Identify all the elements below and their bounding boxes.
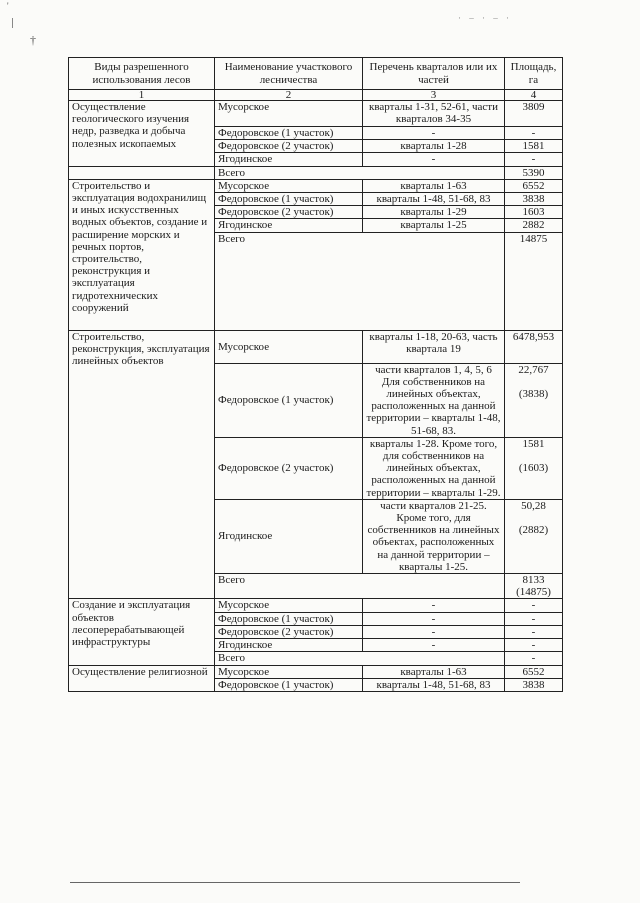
forestry-cell: Федоровское (2 участок) xyxy=(215,140,363,153)
column-number: 1 xyxy=(69,90,215,101)
area-value-total: (2882) xyxy=(518,524,549,537)
quarters-cell: кварталы 1-63 xyxy=(363,665,505,678)
scan-bottom-edge xyxy=(70,882,520,883)
forestry-cell: Ягодинское xyxy=(215,219,363,232)
forestry-cell: Федоровское (1 участок) xyxy=(215,193,363,206)
table-row xyxy=(69,179,563,192)
quarters-cell: - xyxy=(363,153,505,166)
header-cell: Наименование участкового лесничества xyxy=(215,58,363,90)
quarters-cell: - xyxy=(363,612,505,625)
area-cell: 3809 xyxy=(505,101,563,127)
forestry-cell: Федоровское (2 участок) xyxy=(215,625,363,638)
empty-cell xyxy=(69,166,215,179)
column-number: 2 xyxy=(215,90,363,101)
quarters-cell: кварталы 1-48, 51-68, 83 xyxy=(363,678,505,691)
quarters-cell: кварталы 1-25 xyxy=(363,219,505,232)
column-number: 4 xyxy=(505,90,563,101)
total-label: Всего xyxy=(215,652,505,665)
scan-corner-symbol: † xyxy=(30,33,36,47)
total-row xyxy=(69,166,563,179)
area-value-total: (3838) xyxy=(518,387,549,400)
forestry-cell: Федоровское (1 участок) xyxy=(215,127,363,140)
total-label: Всего xyxy=(215,166,505,179)
area-cell: - xyxy=(505,127,563,140)
total-value: 5390 xyxy=(505,166,563,179)
table-row xyxy=(69,599,563,612)
quarters-cell: части кварталов 21-25. Кроме того, для собственников на линейных объектах, расположенных на данной территории – кварталы 1-25. xyxy=(363,499,505,573)
table-row xyxy=(69,101,563,127)
quarters-cell: кварталы 1-28 xyxy=(363,140,505,153)
area-cell xyxy=(505,437,563,499)
table-row xyxy=(69,665,563,678)
forestry-cell: Федоровское (2 участок) xyxy=(215,206,363,219)
forestry-cell: Ягодинское xyxy=(215,153,363,166)
total-label: Всего xyxy=(215,574,505,599)
quarters-cell: - xyxy=(363,599,505,612)
forestry-cell: Мусорское xyxy=(215,179,363,192)
area-value: 22,767 xyxy=(518,363,549,376)
forestry-cell: Мусорское xyxy=(215,665,363,678)
total-amount: 8133 xyxy=(522,574,545,587)
quarters-cell: кварталы 1-29 xyxy=(363,206,505,219)
area-cell: 1581 xyxy=(505,140,563,153)
scan-edge-line xyxy=(12,18,13,28)
header-row xyxy=(69,58,563,90)
forestry-cell: Мусорское xyxy=(215,101,363,127)
forest-use-table xyxy=(68,57,563,692)
header-cell: Площадь, га xyxy=(505,58,563,90)
scan-corner-tick: ' xyxy=(7,1,9,11)
scan-top-dashes: · – · – · xyxy=(458,13,512,23)
header-cell: Перечень кварталов или их частей xyxy=(363,58,505,90)
forestry-cell: Федоровское (2 участок) xyxy=(215,437,363,499)
total-value: 14875 xyxy=(505,232,563,330)
total-label: Всего xyxy=(215,232,505,330)
forestry-cell: Федоровское (1 участок) xyxy=(215,678,363,691)
area-value-total: (1603) xyxy=(518,462,549,475)
use-type-cell: Создание и эксплуатация объектов лесоперерабатывающей инфраструктуры xyxy=(69,599,215,665)
column-number-row xyxy=(69,90,563,101)
area-cell: 6478,953 xyxy=(505,330,563,363)
use-type-cell: Осуществление религиозной xyxy=(69,665,215,691)
table-row xyxy=(69,330,563,363)
area-cell xyxy=(505,499,563,573)
column-number: 3 xyxy=(363,90,505,101)
forestry-cell: Ягодинское xyxy=(215,639,363,652)
area-cell: - xyxy=(505,625,563,638)
quarters-cell: кварталы 1-28. Кроме того, для собственников на линейных объектах, расположенных на данной территории – кварталы 1-29. xyxy=(363,437,505,499)
forestry-cell: Мусорское xyxy=(215,330,363,363)
header-cell: Виды разрешенного использования лесов xyxy=(69,58,215,90)
area-cell: - xyxy=(505,639,563,652)
area-cell xyxy=(505,363,563,437)
area-cell: 3838 xyxy=(505,678,563,691)
total-amount-extra: (14875) xyxy=(516,586,551,599)
area-value: 1581 xyxy=(522,437,545,450)
quarters-cell: кварталы 1-48, 51-68, 83 xyxy=(363,193,505,206)
total-value xyxy=(505,574,563,599)
use-type-cell: Строительство, реконструкция, эксплуатация линейных объектов xyxy=(69,330,215,599)
area-cell: - xyxy=(505,153,563,166)
quarters-cell: кварталы 1-18, 20-63, часть квартала 19 xyxy=(363,330,505,363)
area-value: 50,28 xyxy=(521,499,546,512)
area-cell: 6552 xyxy=(505,179,563,192)
quarters-cell: - xyxy=(363,625,505,638)
quarters-cell: - xyxy=(363,127,505,140)
forestry-cell: Федоровское (1 участок) xyxy=(215,612,363,625)
forestry-cell: Ягодинское xyxy=(215,499,363,573)
forestry-cell: Федоровское (1 участок) xyxy=(215,363,363,437)
total-value: - xyxy=(505,652,563,665)
use-type-cell: Строительство и эксплуатация водохранилищ и иных искусственных водных объектов, создание и расширение морских и речных портов, строительство, реконструкция и эксплуатация гидротехнических сооружений xyxy=(69,179,215,330)
quarters-cell: части кварталов 1, 4, 5, 6 Для собственников на линейных объектах, расположенных на данной территории – кварталы 1-48, 51-68, 83. xyxy=(363,363,505,437)
area-cell: - xyxy=(505,599,563,612)
area-cell: 2882 xyxy=(505,219,563,232)
quarters-cell: - xyxy=(363,639,505,652)
quarters-cell: кварталы 1-31, 52-61, части кварталов 34-35 xyxy=(363,101,505,127)
area-cell: 1603 xyxy=(505,206,563,219)
quarters-cell: кварталы 1-63 xyxy=(363,179,505,192)
area-cell: 3838 xyxy=(505,193,563,206)
area-cell: - xyxy=(505,612,563,625)
use-type-cell: Осуществление геологического изучения недр, разведка и добыча полезных ископаемых xyxy=(69,101,215,167)
area-cell: 6552 xyxy=(505,665,563,678)
forestry-cell: Мусорское xyxy=(215,599,363,612)
